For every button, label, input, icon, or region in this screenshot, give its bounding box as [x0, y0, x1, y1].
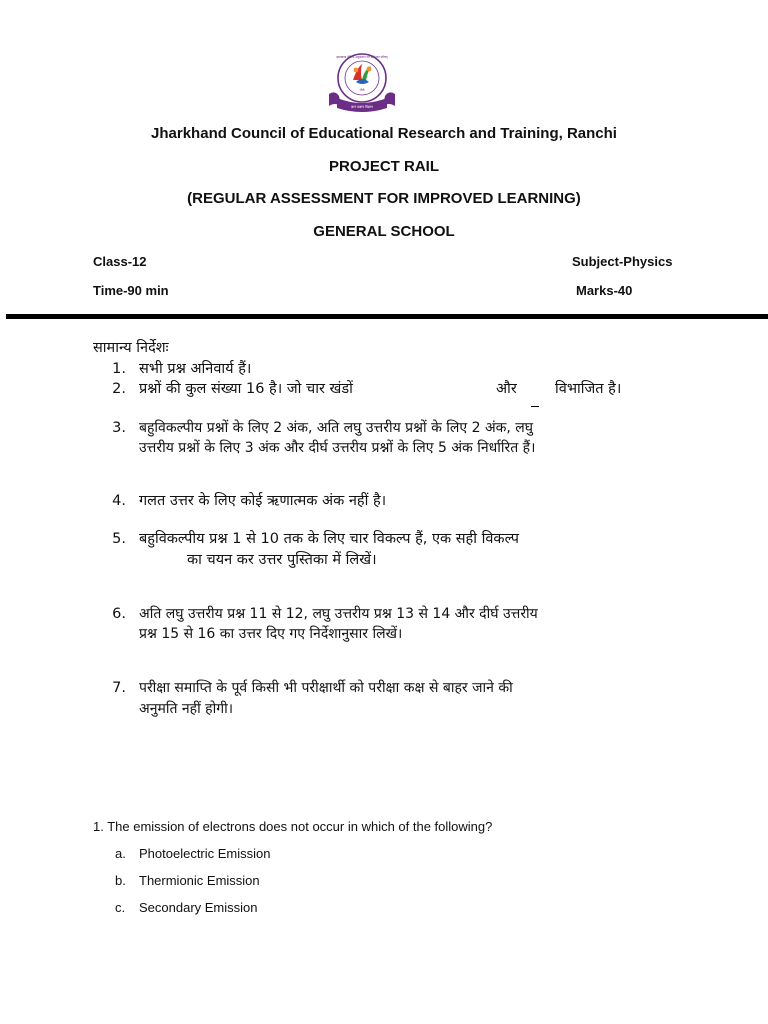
option-label: b. — [115, 873, 126, 888]
instruction-6-line-1: अति लघु उत्तरीय प्रश्न 11 से 12, लघु उत्तरीय प्रश्न 13 से 14 और दीर्घ उत्तरीय — [139, 606, 538, 622]
institution-title: Jharkhand Council of Educational Research and Training, Ranchi — [151, 125, 617, 142]
instruction-7-line-2: अनुमति नहीं होगी। — [139, 701, 234, 717]
class-label: Class-12 — [93, 254, 147, 269]
project-title: PROJECT RAIL — [328, 158, 439, 175]
instructions-title: सामान्य निर्देशः — [93, 340, 169, 356]
instruction-1-line-1: सभी प्रश्न अनिवार्य हैं। — [139, 361, 252, 377]
instruction-2-end: विभाजित है। — [555, 381, 622, 397]
logo-banner-text: ज्ञान प्रज्ञान विज्ञान — [351, 105, 373, 109]
instruction-3-line-2: उत्तरीय प्रश्नों के लिए 3 अंक और दीर्घ उत्तरीय प्रश्नों के लिए 5 अंक निर्धारित हैं। — [139, 440, 536, 456]
instruction-2-word: और — [496, 381, 517, 397]
logo-center-text: राँची — [359, 88, 365, 92]
question-1-text: 1. The emission of electrons does not occur in which of the following? — [93, 819, 493, 834]
instruction-2-line-1: प्रश्नों की कुल संख्या 16 है। जो चार खंडों — [139, 381, 353, 397]
blank-mark — [531, 406, 539, 407]
instruction-number: 5. — [112, 531, 126, 547]
time-label: Time-90 min — [93, 283, 169, 298]
option-b-text: Thermionic Emission — [139, 873, 260, 888]
instruction-4-line-1: गलत उत्तर के लिए कोई ऋणात्मक अंक नहीं है। — [139, 493, 387, 509]
header-divider — [6, 314, 768, 319]
option-label: a. — [115, 846, 126, 861]
instruction-number: 2. — [112, 381, 126, 397]
instruction-5-line-1: बहुविकल्पीय प्रश्न 1 से 10 तक के लिए चार विकल्प हैं, एक सही विकल्प — [139, 531, 520, 547]
instruction-number: 1. — [112, 361, 126, 377]
instruction-6-line-2: प्रश्न 15 से 16 का उत्तर दिए गए निर्देशानुसार लिखें। — [139, 626, 403, 642]
instruction-number: 6. — [112, 606, 126, 622]
school-title: GENERAL SCHOOL — [313, 223, 455, 240]
option-c-text: Secondary Emission — [139, 900, 258, 915]
option-a-text: Photoelectric Emission — [139, 846, 271, 861]
option-label: c. — [115, 900, 126, 915]
jcert-logo — [327, 50, 397, 116]
instruction-3-line-1: बहुविकल्पीय प्रश्नों के लिए 2 अंक, अति लघु उत्तरीय प्रश्नों के लिए 2 अंक, लघु — [139, 420, 534, 436]
marks-label: Marks-40 — [576, 283, 633, 298]
project-full-title: (REGULAR ASSESSMENT FOR IMPROVED LEARNING) — [187, 190, 581, 207]
logo-ring-text: झारखण्ड शैक्षिक अनुसंधान एवं प्रशिक्षण परिषद् — [336, 55, 388, 59]
instruction-7-line-1: परीक्षा समाप्ति के पूर्व किसी भी परीक्षार्थी को परीक्षा कक्ष से बाहर जाने की — [139, 680, 513, 696]
instruction-number: 7. — [112, 680, 126, 696]
instruction-5-line-2: का चयन कर उत्तर पुस्तिका में लिखें। — [187, 552, 377, 568]
instruction-number: 3. — [112, 420, 126, 436]
subject-label: Subject-Physics — [572, 254, 673, 269]
instruction-number: 4. — [112, 493, 126, 509]
